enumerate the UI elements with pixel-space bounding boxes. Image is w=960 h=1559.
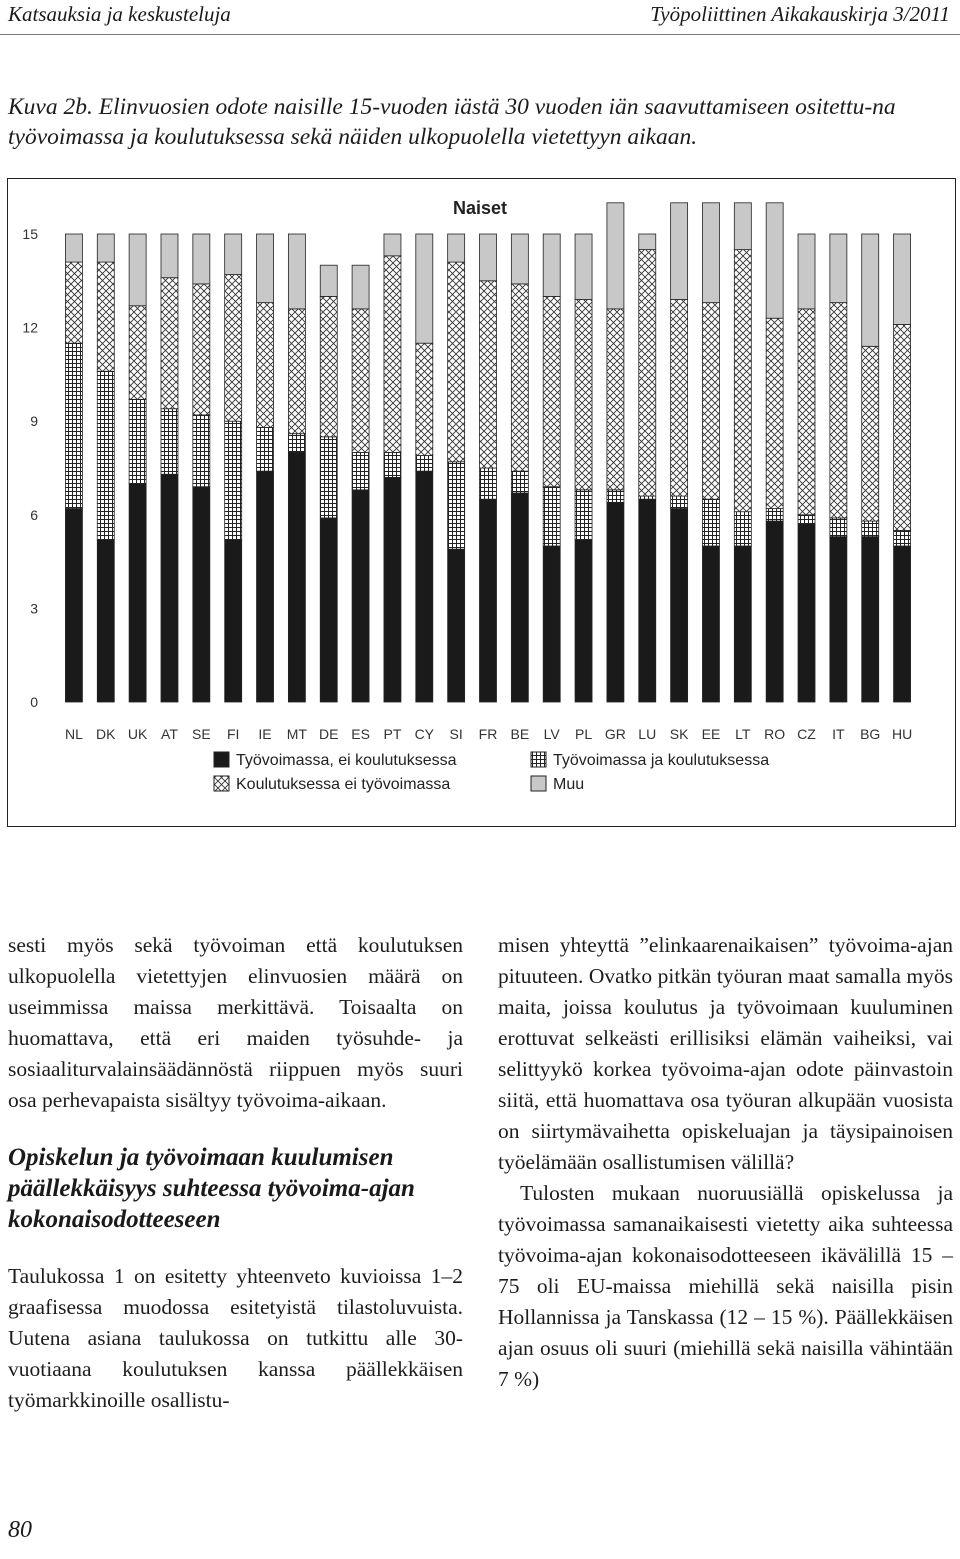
bar-segment-nl-3	[65, 262, 82, 343]
bar-segment-lv-3	[543, 296, 560, 486]
bar-segment-dk-2	[97, 371, 114, 539]
bar-segment-es-2	[352, 452, 369, 489]
bar-segment-at-4	[161, 234, 178, 278]
y-tick-label: 12	[22, 319, 38, 336]
bar-segment-lt-1	[734, 546, 751, 702]
x-tick-label: CZ	[797, 726, 816, 742]
y-tick-label: 6	[30, 506, 38, 523]
bar-segment-at-3	[161, 278, 178, 409]
x-tick-label: BG	[860, 726, 881, 742]
bar-segment-se-3	[193, 284, 210, 415]
bar-segment-uk-4	[129, 234, 146, 306]
x-tick-label: FR	[478, 726, 498, 742]
page-number: 80	[8, 1517, 32, 1543]
text-column-left	[8, 930, 463, 1416]
bar-segment-nl-1	[65, 509, 82, 702]
running-header	[0, 0, 960, 35]
bar-segment-sk-3	[671, 300, 688, 497]
legend-label: Muu	[553, 776, 585, 793]
legend-swatch	[214, 752, 229, 767]
bar-segment-dk-1	[97, 540, 114, 702]
x-tick-label: MT	[286, 726, 307, 742]
bar-segment-mt-1	[288, 452, 305, 702]
paragraph-left-1: sesti myös sekä työvoiman että koulutuksen ulkopuolella vietettyjen elinvuosien määrä on useimmissa maissa merkittävä. Toisaalta on huomattava, että eri maiden työsuhde- ja sosiaaliturvalainsäädännöstä riippuen myös suuri osa perhevapaista sisältyy työvoima-aikaan.	[8, 933, 463, 1112]
bar-segment-ie-1	[257, 471, 274, 702]
y-tick-label: 9	[30, 413, 38, 430]
legend-swatch	[531, 776, 546, 791]
bar-segment-hu-4	[894, 234, 911, 324]
bar-segment-es-3	[352, 309, 369, 453]
stacked-bar-chart	[8, 179, 954, 825]
x-tick-label: BE	[510, 726, 530, 742]
x-tick-label: IT	[832, 726, 845, 742]
bar-segment-de-3	[320, 296, 337, 436]
bar-segment-ro-2	[766, 509, 783, 521]
bar-segment-fi-4	[225, 234, 242, 275]
bar-segment-se-4	[193, 234, 210, 284]
y-tick-label: 3	[30, 600, 38, 617]
bar-segment-si-1	[448, 549, 465, 702]
x-tick-label: DK	[96, 726, 116, 742]
paragraph-right-2: Tulosten mukaan nuoruusiällä opiskelussa ja työvoimassa samanaikaisesti vietetty aika suhteessa työvoima-ajan kokonaisodotteeseen ikävälillä 15 – 75 oli EU-maissa miehillä sekä naisilla pisin Hollannissa ja Tanskassa (12 – 15 %). Päällekkäisen ajan osuus oli suuri (miehillä sekä naisilla vähintään 7 %)	[498, 1181, 953, 1391]
bar-segment-fr-4	[480, 234, 497, 281]
bar-segment-de-2	[320, 437, 337, 518]
bar-segment-lu-1	[639, 499, 656, 702]
bar-segment-cz-3	[798, 309, 815, 515]
bar-segment-si-4	[448, 234, 465, 262]
bar-segment-bg-2	[862, 521, 879, 537]
bar-segment-nl-4	[65, 234, 82, 262]
x-tick-label: LV	[543, 726, 560, 742]
header-section-title: Katsauksia ja keskusteluja	[8, 2, 231, 26]
bar-segment-cz-4	[798, 234, 815, 309]
bar-segment-gr-3	[607, 309, 624, 490]
bar-segment-at-1	[161, 474, 178, 702]
bar-segment-fi-2	[225, 421, 242, 540]
bar-segment-sk-1	[671, 509, 688, 702]
bar-segment-it-1	[830, 537, 847, 702]
x-tick-label: UK	[127, 726, 148, 742]
bar-segment-ee-2	[702, 499, 719, 546]
x-tick-label: DE	[319, 726, 339, 742]
bar-segment-gr-4	[607, 203, 624, 309]
bar-segment-nl-2	[65, 343, 82, 508]
bar-segment-be-4	[511, 234, 528, 284]
x-tick-label: LU	[638, 726, 657, 742]
bar-segment-de-4	[320, 265, 337, 296]
paragraph-left-2: Taulukossa 1 on esitetty yhteenveto kuvioissa 1–2 graafisessa muodossa esitetyistä tilastoluvuista. Uutena asiana taulukossa on tutkittu alle 30-vuotiaana koulutuksen kanssa päällekkäisen työmarkkinoille osallistu-	[8, 1264, 463, 1412]
bar-segment-bg-3	[862, 346, 879, 521]
bar-segment-pt-4	[384, 234, 401, 256]
bar-segment-pl-1	[575, 540, 592, 702]
bar-segment-lu-3	[639, 250, 656, 496]
bar-segment-pl-4	[575, 234, 592, 300]
bar-segment-cy-2	[416, 456, 433, 472]
bar-segment-be-3	[511, 284, 528, 471]
y-tick-label: 15	[22, 226, 38, 242]
bar-segment-lv-4	[543, 234, 560, 296]
bar-segment-pt-2	[384, 452, 401, 477]
bar-segment-lv-2	[543, 487, 560, 546]
bar-segment-lt-4	[734, 203, 751, 250]
legend-swatch	[531, 752, 546, 767]
x-tick-label: RO	[764, 726, 786, 742]
bar-segment-ie-2	[257, 427, 274, 471]
bar-segment-dk-3	[97, 262, 114, 371]
bar-segment-cy-3	[416, 343, 433, 455]
bar-segment-sk-4	[671, 203, 688, 300]
x-tick-label: GR	[604, 726, 626, 742]
bar-segment-es-1	[352, 490, 369, 702]
x-tick-label: HU	[891, 726, 913, 742]
bar-segment-pl-2	[575, 490, 592, 540]
bar-segment-de-1	[320, 518, 337, 702]
bar-segment-cy-4	[416, 234, 433, 343]
y-tick-label: 0	[30, 694, 38, 710]
x-tick-label: SK	[669, 726, 689, 742]
bar-segment-cz-1	[798, 524, 815, 702]
bar-segment-lv-1	[543, 546, 560, 702]
bar-segment-at-2	[161, 409, 178, 475]
bar-segment-ee-1	[702, 546, 719, 702]
bar-segment-cy-1	[416, 471, 433, 702]
bar-segment-ro-1	[766, 521, 783, 702]
bar-segment-pt-1	[384, 477, 401, 702]
bar-segment-uk-2	[129, 399, 146, 483]
header-journal-title: Työpoliittinen Aikakauskirja 3/2011	[650, 2, 950, 26]
bar-segment-mt-4	[288, 234, 305, 309]
bar-segment-fi-3	[225, 275, 242, 422]
bar-segment-fr-3	[480, 281, 497, 468]
bar-segment-sk-2	[671, 496, 688, 508]
bar-segment-hu-2	[894, 530, 911, 546]
bar-segment-lu-2	[639, 496, 656, 499]
x-tick-label: PT	[383, 726, 402, 742]
bar-segment-bg-1	[862, 537, 879, 702]
bar-segment-ro-3	[766, 318, 783, 508]
bar-segment-hu-3	[894, 324, 911, 530]
legend-label: Työvoimassa ja koulutuksessa	[553, 752, 770, 769]
bar-segment-fr-1	[480, 499, 497, 702]
bar-segment-fr-2	[480, 468, 497, 499]
bar-segment-lu-4	[639, 234, 656, 250]
figure-caption: Kuva 2b. Elinvuosien odote naisille 15-vuoden iästä 30 vuoden iän saavuttamiseen ositettu-na työvoimassa ja koulutuksessa sekä näiden ulkopuolella vietettyyn aikaan.	[8, 94, 896, 150]
paragraph-right-1: misen yhteyttä ”elinkaarenaikaisen” työvoima-ajan pituuteen. Ovatko pitkän työuran maat samalla myös maita, joissa koulutus ja työvoimaan kuuluminen erottuvat selkeästi erillisiksi elämän vaiheiksi, vai selittyykö korkea työvoima-ajan odote päinvastoin siitä, että huomattava osa työuran alkupään vuosista on siirtymävaihetta opiskeluajan ja täysipainoisen työelämään osallistumisen välillä?	[498, 933, 953, 1174]
bar-segment-uk-1	[129, 484, 146, 702]
x-tick-label: PL	[574, 726, 593, 742]
chart-title: Naiset	[452, 198, 508, 218]
bar-segment-pl-3	[575, 300, 592, 490]
x-tick-label: SE	[191, 726, 211, 742]
x-tick-label: SI	[449, 726, 463, 742]
bar-segment-cz-2	[798, 515, 815, 524]
bar-segment-lt-3	[734, 250, 751, 512]
bar-segment-mt-3	[288, 309, 305, 434]
x-tick-label: LT	[735, 726, 751, 742]
bar-segment-it-4	[830, 234, 847, 303]
bar-segment-se-2	[193, 415, 210, 487]
bar-segment-gr-1	[607, 502, 624, 702]
bar-segment-mt-2	[288, 434, 305, 453]
bar-segment-dk-4	[97, 234, 114, 262]
bar-segment-si-2	[448, 462, 465, 549]
bar-segment-pt-3	[384, 256, 401, 453]
bar-segment-si-3	[448, 262, 465, 462]
x-tick-label: AT	[161, 726, 178, 742]
bar-segment-lt-2	[734, 512, 751, 546]
bar-segment-gr-2	[607, 490, 624, 502]
x-tick-label: FI	[226, 726, 240, 742]
bar-segment-ee-4	[702, 203, 719, 303]
bar-segment-it-3	[830, 303, 847, 518]
bar-segment-ee-3	[702, 303, 719, 500]
bar-segment-uk-3	[129, 306, 146, 400]
bar-segment-bg-4	[862, 234, 879, 346]
x-tick-label: IE	[258, 726, 272, 742]
section-heading: Opiskelun ja työvoimaan kuulumisen päällekkäisyys suhteessa työvoima-ajan kokonaisodotteeseen	[8, 1144, 415, 1233]
figure-chart	[7, 178, 956, 827]
x-tick-label: NL	[64, 726, 83, 742]
text-column-right	[498, 930, 953, 1395]
bar-segment-ie-4	[257, 234, 274, 303]
x-tick-label: CY	[414, 726, 435, 742]
bar-segment-se-1	[193, 487, 210, 702]
bar-segment-ro-4	[766, 203, 783, 318]
legend-swatch	[214, 776, 229, 791]
x-tick-label: ES	[351, 726, 370, 742]
bar-segment-hu-1	[894, 546, 911, 702]
bar-segment-be-2	[511, 471, 528, 493]
legend-label: Koulutuksessa ei työvoimassa	[236, 776, 451, 793]
legend-label: Työvoimassa, ei koulutuksessa	[236, 752, 457, 769]
bar-segment-es-4	[352, 265, 369, 309]
x-tick-label: EE	[701, 726, 721, 742]
bar-segment-be-1	[511, 493, 528, 702]
bar-segment-it-2	[830, 518, 847, 537]
bar-segment-ie-3	[257, 303, 274, 428]
bar-segment-fi-1	[225, 540, 242, 702]
